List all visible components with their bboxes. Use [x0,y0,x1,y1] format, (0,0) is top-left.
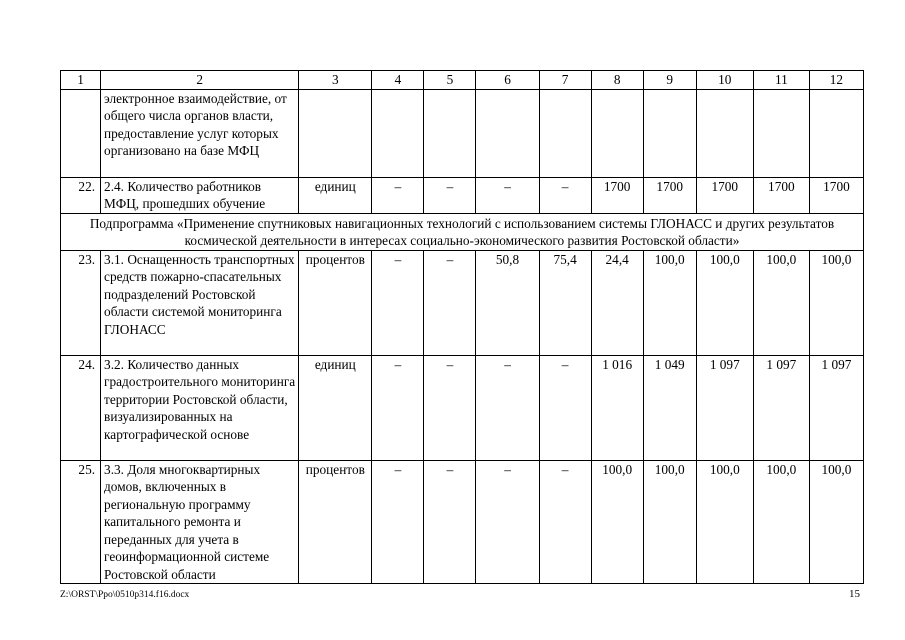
value-cell: 24,4 [591,250,643,355]
indicators-table [60,70,864,584]
value-cell: – [476,355,539,460]
file-path: Z:\ORST\Ppo\0510p314.f16.docx [60,590,190,600]
value-cell: – [476,177,539,213]
value-cell: 1 049 [643,355,696,460]
column-header: 9 [643,71,696,90]
column-header: 6 [476,71,539,90]
table-row [61,250,864,355]
value-cell: 1700 [591,177,643,213]
value-cell: – [372,177,424,213]
table-row [61,460,864,584]
row-number: 24. [61,355,101,460]
value-cell: 100,0 [809,460,863,584]
value-cell: 100,0 [753,460,809,584]
value-cell: 50,8 [476,250,539,355]
value-cell: – [424,250,476,355]
table-row [61,355,864,460]
value-cell: – [539,460,591,584]
column-header: 8 [591,71,643,90]
value-cell: 100,0 [809,250,863,355]
column-header: 2 [101,71,299,90]
value-cell: 100,0 [696,250,753,355]
value-cell: – [424,460,476,584]
table-row [61,177,864,213]
column-header: 10 [696,71,753,90]
value-cell: 1 016 [591,355,643,460]
unit-cell: единиц [299,177,372,213]
unit-cell: процентов [299,460,372,584]
value-cell: 75,4 [539,250,591,355]
indicator-name: 2.4. Количество работников МФЦ, прошедших обучение [101,177,299,213]
value-cell: – [372,355,424,460]
value-cell: – [424,355,476,460]
value-cell: 100,0 [591,460,643,584]
value-cell: 1700 [809,177,863,213]
unit-cell: процентов [299,250,372,355]
subprogram-title: Подпрограмма «Применение спутниковых навигационных технологий с использованием системы ГЛОНАСС и других результатов космической деятельности в интересах социально-экономического развития Ростовской области» [61,213,864,250]
column-number-header-row [61,71,864,90]
unit-cell: единиц [299,355,372,460]
value-cell: 100,0 [753,250,809,355]
value-cell: 100,0 [643,460,696,584]
indicator-name: 3.2. Количество данных градостроительного мониторинга территории Ростовской области, визуализированных на картографической основе [101,355,299,460]
value-cell: 1700 [696,177,753,213]
column-header: 11 [753,71,809,90]
value-cell: 100,0 [643,250,696,355]
column-header: 4 [372,71,424,90]
indicator-name: 3.1. Оснащенность транспортных средств пожарно-спасательных подразделений Ростовской области системой мониторинга ГЛОНАСС [101,250,299,355]
value-cell: – [539,355,591,460]
row-number: 23. [61,250,101,355]
column-header: 1 [61,71,101,90]
column-header: 12 [809,71,863,90]
value-cell: 1 097 [696,355,753,460]
indicator-name-continuation: электронное взаимодействие, от общего числа органов власти, предоставление услуг которых организовано на базе МФЦ [101,89,299,177]
value-cell: – [476,460,539,584]
column-header: 5 [424,71,476,90]
value-cell: 1 097 [753,355,809,460]
page-number: 15 [849,588,860,600]
value-cell: 100,0 [696,460,753,584]
continuation-row [61,89,864,177]
subprogram-row [61,213,864,250]
row-number: 22. [61,177,101,213]
value-cell: 1700 [643,177,696,213]
column-header: 3 [299,71,372,90]
column-header: 7 [539,71,591,90]
value-cell: – [424,177,476,213]
indicator-name: 3.3. Доля многоквартирных домов, включенных в региональную программу капитального ремонта и переданных для учета в геоинформационной системе Ростовской области [101,460,299,584]
value-cell: 1700 [753,177,809,213]
value-cell: – [539,177,591,213]
value-cell: 1 097 [809,355,863,460]
value-cell: – [372,250,424,355]
value-cell: – [372,460,424,584]
row-number: 25. [61,460,101,584]
